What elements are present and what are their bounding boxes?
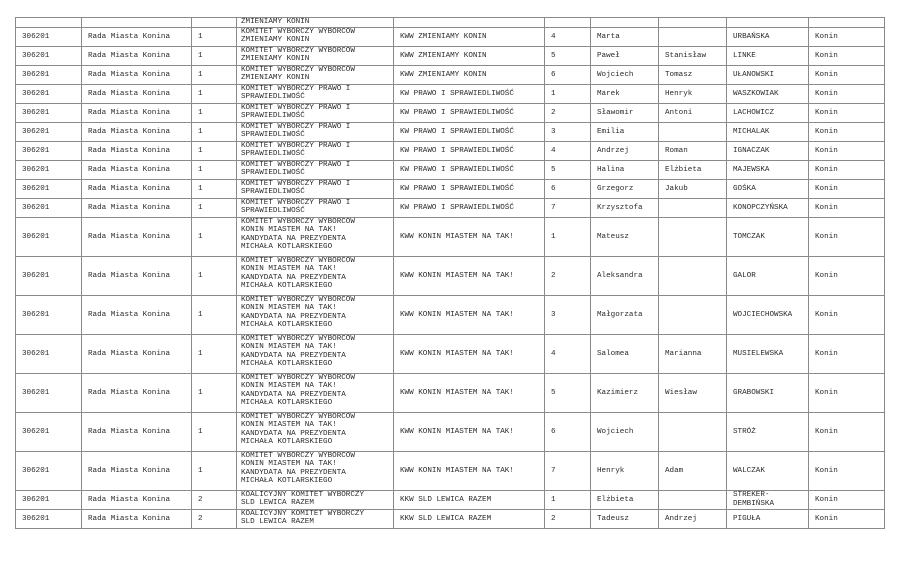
cell-council: Rada Miasta Konina: [82, 491, 192, 510]
table-row-fragment: [16, 18, 885, 28]
cell-council: Rada Miasta Konina: [82, 296, 192, 335]
cell-first-name: Wojciech: [591, 66, 659, 85]
cell-city: Konin: [809, 257, 885, 296]
table-row: [16, 85, 885, 104]
cell-first-name: [591, 18, 659, 28]
cell-first-name: Kazimierz: [591, 374, 659, 413]
cell-code: 306201: [16, 413, 82, 452]
cell-committee-name: KOMITET WYBORCZY WYBORCÓW KONIN MIASTEM NA TAK! KANDYDATA NA PREZYDENTA MICHAŁA KOTLARSKIEGO: [237, 452, 394, 491]
table-row: [16, 180, 885, 199]
cell-city: Konin: [809, 510, 885, 529]
cell-council: Rada Miasta Konina: [82, 199, 192, 218]
cell-committee-name: KOMITET WYBORCZY WYBORCÓW KONIN MIASTEM NA TAK! KANDYDATA NA PREZYDENTA MICHAŁA KOTLARSKIEGO: [237, 413, 394, 452]
cell-list-number: 1: [192, 47, 237, 66]
cell-second-name: Andrzej: [659, 510, 727, 529]
table-row: [16, 374, 885, 413]
cell-second-name: [659, 491, 727, 510]
cell-council: [82, 18, 192, 28]
cell-first-name: Tadeusz: [591, 510, 659, 529]
cell-last-name: MUSIELEWSKA: [727, 335, 809, 374]
cell-list-number: 1: [192, 180, 237, 199]
cell-committee-name: KOMITET WYBORCZY WYBORCÓW KONIN MIASTEM NA TAK! KANDYDATA NA PREZYDENTA MICHAŁA KOTLARSKIEGO: [237, 296, 394, 335]
cell-list-number: 1: [192, 374, 237, 413]
table-row: [16, 104, 885, 123]
cell-position: 6: [545, 66, 591, 85]
cell-committee-short: KW PRAWO I SPRAWIEDLIWOŚĆ: [394, 180, 545, 199]
cell-code: 306201: [16, 161, 82, 180]
cell-city: Konin: [809, 85, 885, 104]
cell-committee-short: KWW KONIN MIASTEM NA TAK!: [394, 413, 545, 452]
cell-committee-short: KW PRAWO I SPRAWIEDLIWOŚĆ: [394, 85, 545, 104]
table-row: [16, 161, 885, 180]
cell-council: Rada Miasta Konina: [82, 66, 192, 85]
cell-code: 306201: [16, 199, 82, 218]
cell-first-name: Salomea: [591, 335, 659, 374]
cell-code: 306201: [16, 296, 82, 335]
cell-last-name: LACHOWICZ: [727, 104, 809, 123]
cell-list-number: 1: [192, 85, 237, 104]
cell-committee-short: KWW ZMIENIAMY KONIN: [394, 28, 545, 47]
cell-position: 3: [545, 123, 591, 142]
cell-last-name: IGNACZAK: [727, 142, 809, 161]
cell-position: 6: [545, 413, 591, 452]
cell-code: 306201: [16, 452, 82, 491]
cell-code: 306201: [16, 123, 82, 142]
cell-code: 306201: [16, 85, 82, 104]
cell-city: Konin: [809, 296, 885, 335]
cell-committee-short: KWW KONIN MIASTEM NA TAK!: [394, 335, 545, 374]
cell-committee-short: KKW SLD LEWICA RAZEM: [394, 510, 545, 529]
cell-city: Konin: [809, 199, 885, 218]
cell-last-name: KONOPCZYŃSKA: [727, 199, 809, 218]
table-row: [16, 66, 885, 85]
cell-council: Rada Miasta Konina: [82, 180, 192, 199]
cell-committee-name: KOMITET WYBORCZY PRAWO I SPRAWIEDLIWOŚĆ: [237, 161, 394, 180]
cell-first-name: Henryk: [591, 452, 659, 491]
cell-code: 306201: [16, 180, 82, 199]
cell-committee-short: KKW SLD LEWICA RAZEM: [394, 491, 545, 510]
cell-list-number: 1: [192, 142, 237, 161]
cell-position: 1: [545, 491, 591, 510]
cell-last-name: STRÓŻ: [727, 413, 809, 452]
cell-last-name: MAJEWSKA: [727, 161, 809, 180]
cell-first-name: Krzysztofa: [591, 199, 659, 218]
cell-position: 2: [545, 510, 591, 529]
cell-code: 306201: [16, 491, 82, 510]
cell-first-name: Elżbieta: [591, 491, 659, 510]
cell-list-number: 1: [192, 257, 237, 296]
cell-second-name: Wiesław: [659, 374, 727, 413]
cell-list-number: 1: [192, 296, 237, 335]
table-row: [16, 199, 885, 218]
cell-position: 5: [545, 161, 591, 180]
cell-council: Rada Miasta Konina: [82, 142, 192, 161]
cell-city: Konin: [809, 123, 885, 142]
cell-code: 306201: [16, 335, 82, 374]
cell-position: 2: [545, 104, 591, 123]
cell-first-name: Halina: [591, 161, 659, 180]
cell-first-name: Emilia: [591, 123, 659, 142]
cell-second-name: Elżbieta: [659, 161, 727, 180]
cell-position: 2: [545, 257, 591, 296]
cell-list-number: 1: [192, 218, 237, 257]
cell-position: 1: [545, 218, 591, 257]
cell-committee-name: KOMITET WYBORCZY WYBORCÓW KONIN MIASTEM NA TAK! KANDYDATA NA PREZYDENTA MICHAŁA KOTLARSKIEGO: [237, 218, 394, 257]
table-row: [16, 47, 885, 66]
cell-last-name: GOŚKA: [727, 180, 809, 199]
cell-committee-name: KOMITET WYBORCZY PRAWO I SPRAWIEDLIWOŚĆ: [237, 142, 394, 161]
cell-committee-name: KOMITET WYBORCZY WYBORCÓW KONIN MIASTEM NA TAK! KANDYDATA NA PREZYDENTA MICHAŁA KOTLARSKIEGO: [237, 257, 394, 296]
cell-committee-name: KOMITET WYBORCZY PRAWO I SPRAWIEDLIWOŚĆ: [237, 85, 394, 104]
cell-second-name: [659, 257, 727, 296]
cell-committee-short: KWW ZMIENIAMY KONIN: [394, 66, 545, 85]
cell-council: Rada Miasta Konina: [82, 257, 192, 296]
cell-code: 306201: [16, 66, 82, 85]
cell-committee-short: KWW KONIN MIASTEM NA TAK!: [394, 452, 545, 491]
cell-committee-short: KW PRAWO I SPRAWIEDLIWOŚĆ: [394, 199, 545, 218]
cell-last-name: PIGUŁA: [727, 510, 809, 529]
table-row: [16, 257, 885, 296]
table-row: [16, 142, 885, 161]
cell-first-name: Aleksandra: [591, 257, 659, 296]
candidate-table: [15, 17, 885, 529]
cell-second-name: [659, 18, 727, 28]
cell-last-name: UŁANOWSKI: [727, 66, 809, 85]
cell-city: Konin: [809, 413, 885, 452]
cell-last-name: MICHALAK: [727, 123, 809, 142]
cell-list-number: 1: [192, 104, 237, 123]
cell-position: 7: [545, 199, 591, 218]
cell-city: Konin: [809, 28, 885, 47]
table-body: [16, 18, 885, 529]
cell-committee-short: KW PRAWO I SPRAWIEDLIWOŚĆ: [394, 104, 545, 123]
table-row: [16, 491, 885, 510]
cell-committee-short: KW PRAWO I SPRAWIEDLIWOŚĆ: [394, 161, 545, 180]
cell-committee-short: KWW KONIN MIASTEM NA TAK!: [394, 257, 545, 296]
cell-code: 306201: [16, 510, 82, 529]
cell-first-name: Marta: [591, 28, 659, 47]
cell-city: Konin: [809, 47, 885, 66]
cell-list-number: 1: [192, 123, 237, 142]
cell-position: 7: [545, 452, 591, 491]
table-row: [16, 452, 885, 491]
cell-first-name: Grzegorz: [591, 180, 659, 199]
cell-second-name: [659, 199, 727, 218]
cell-position: 4: [545, 335, 591, 374]
cell-last-name: [727, 18, 809, 28]
cell-second-name: Roman: [659, 142, 727, 161]
cell-second-name: [659, 413, 727, 452]
table-row: [16, 218, 885, 257]
cell-last-name: WALCZAK: [727, 452, 809, 491]
cell-committee-name: KOMITET WYBORCZY PRAWO I SPRAWIEDLIWOŚĆ: [237, 123, 394, 142]
cell-council: Rada Miasta Konina: [82, 104, 192, 123]
cell-second-name: [659, 123, 727, 142]
cell-committee-name: KOALICYJNY KOMITET WYBORCZY SLD LEWICA RAZEM: [237, 510, 394, 529]
cell-city: [809, 18, 885, 28]
cell-list-number: 1: [192, 335, 237, 374]
cell-committee-name: KOMITET WYBORCZY WYBORCÓW ZMIENIAMY KONIN: [237, 28, 394, 47]
cell-committee-short: [394, 18, 545, 28]
cell-code: [16, 18, 82, 28]
cell-position: 1: [545, 85, 591, 104]
table-row: [16, 28, 885, 47]
table-row: [16, 413, 885, 452]
cell-city: Konin: [809, 335, 885, 374]
cell-list-number: 1: [192, 66, 237, 85]
cell-city: Konin: [809, 374, 885, 413]
cell-committee-name: KOMITET WYBORCZY WYBORCÓW KONIN MIASTEM NA TAK! KANDYDATA NA PREZYDENTA MICHAŁA KOTLARSKIEGO: [237, 335, 394, 374]
cell-position: 4: [545, 142, 591, 161]
cell-first-name: Wojciech: [591, 413, 659, 452]
cell-code: 306201: [16, 257, 82, 296]
cell-first-name: Marek: [591, 85, 659, 104]
cell-committee-short: KWW KONIN MIASTEM NA TAK!: [394, 218, 545, 257]
cell-council: Rada Miasta Konina: [82, 374, 192, 413]
cell-list-number: 1: [192, 28, 237, 47]
cell-committee-short: KW PRAWO I SPRAWIEDLIWOŚĆ: [394, 123, 545, 142]
cell-last-name: TOMCZAK: [727, 218, 809, 257]
cell-city: Konin: [809, 218, 885, 257]
cell-committee-short: KWW KONIN MIASTEM NA TAK!: [394, 296, 545, 335]
cell-position: 6: [545, 180, 591, 199]
cell-second-name: Marianna: [659, 335, 727, 374]
cell-council: Rada Miasta Konina: [82, 452, 192, 491]
cell-list-number: 2: [192, 510, 237, 529]
cell-committee-name: KOMITET WYBORCZY PRAWO I SPRAWIEDLIWOŚĆ: [237, 104, 394, 123]
cell-council: Rada Miasta Konina: [82, 28, 192, 47]
cell-city: Konin: [809, 66, 885, 85]
cell-committee-name: KOMITET WYBORCZY WYBORCÓW ZMIENIAMY KONIN: [237, 47, 394, 66]
cell-council: Rada Miasta Konina: [82, 413, 192, 452]
cell-committee-name: KOALICYJNY KOMITET WYBORCZY SLD LEWICA RAZEM: [237, 491, 394, 510]
cell-city: Konin: [809, 491, 885, 510]
cell-list-number: 2: [192, 491, 237, 510]
cell-code: 306201: [16, 104, 82, 123]
cell-first-name: Sławomir: [591, 104, 659, 123]
cell-committee-name: ZMIENIAMY KONIN: [237, 18, 394, 28]
cell-code: 306201: [16, 142, 82, 161]
cell-list-number: 1: [192, 161, 237, 180]
cell-council: Rada Miasta Konina: [82, 218, 192, 257]
cell-second-name: Tomasz: [659, 66, 727, 85]
table-row: [16, 335, 885, 374]
cell-code: 306201: [16, 218, 82, 257]
cell-committee-short: KWW ZMIENIAMY KONIN: [394, 47, 545, 66]
cell-position: 3: [545, 296, 591, 335]
cell-city: Konin: [809, 180, 885, 199]
cell-city: Konin: [809, 104, 885, 123]
cell-code: 306201: [16, 47, 82, 66]
cell-council: Rada Miasta Konina: [82, 123, 192, 142]
cell-council: Rada Miasta Konina: [82, 47, 192, 66]
cell-last-name: STREKER- DEMBIŃSKA: [727, 491, 809, 510]
cell-committee-name: KOMITET WYBORCZY WYBORCÓW ZMIENIAMY KONIN: [237, 66, 394, 85]
cell-last-name: WOJCIECHOWSKA: [727, 296, 809, 335]
cell-second-name: Adam: [659, 452, 727, 491]
cell-second-name: [659, 296, 727, 335]
cell-council: Rada Miasta Konina: [82, 85, 192, 104]
table-row: [16, 510, 885, 529]
cell-second-name: Stanisław: [659, 47, 727, 66]
cell-second-name: [659, 218, 727, 257]
cell-second-name: Henryk: [659, 85, 727, 104]
cell-city: Konin: [809, 161, 885, 180]
cell-code: 306201: [16, 28, 82, 47]
cell-last-name: WASZKOWIAK: [727, 85, 809, 104]
cell-committee-name: KOMITET WYBORCZY PRAWO I SPRAWIEDLIWOŚĆ: [237, 199, 394, 218]
cell-last-name: GALOR: [727, 257, 809, 296]
cell-council: Rada Miasta Konina: [82, 161, 192, 180]
cell-first-name: Małgorzata: [591, 296, 659, 335]
cell-committee-name: KOMITET WYBORCZY PRAWO I SPRAWIEDLIWOŚĆ: [237, 180, 394, 199]
cell-city: Konin: [809, 452, 885, 491]
cell-position: 5: [545, 374, 591, 413]
cell-code: 306201: [16, 374, 82, 413]
cell-committee-short: KWW KONIN MIASTEM NA TAK!: [394, 374, 545, 413]
cell-committee-name: KOMITET WYBORCZY WYBORCÓW KONIN MIASTEM NA TAK! KANDYDATA NA PREZYDENTA MICHAŁA KOTLARSKIEGO: [237, 374, 394, 413]
cell-first-name: Andrzej: [591, 142, 659, 161]
table-row: [16, 123, 885, 142]
cell-position: 4: [545, 28, 591, 47]
cell-last-name: GRABOWSKI: [727, 374, 809, 413]
cell-last-name: LINKE: [727, 47, 809, 66]
cell-second-name: Antoni: [659, 104, 727, 123]
cell-second-name: [659, 28, 727, 47]
table-row: [16, 296, 885, 335]
cell-council: Rada Miasta Konina: [82, 510, 192, 529]
cell-city: Konin: [809, 142, 885, 161]
cell-list-number: [192, 18, 237, 28]
cell-list-number: 1: [192, 413, 237, 452]
cell-first-name: Paweł: [591, 47, 659, 66]
cell-first-name: Mateusz: [591, 218, 659, 257]
cell-list-number: 1: [192, 452, 237, 491]
cell-committee-short: KW PRAWO I SPRAWIEDLIWOŚĆ: [394, 142, 545, 161]
cell-position: 5: [545, 47, 591, 66]
cell-list-number: 1: [192, 199, 237, 218]
cell-council: Rada Miasta Konina: [82, 335, 192, 374]
cell-position: [545, 18, 591, 28]
cell-second-name: Jakub: [659, 180, 727, 199]
cell-last-name: URBAŃSKA: [727, 28, 809, 47]
